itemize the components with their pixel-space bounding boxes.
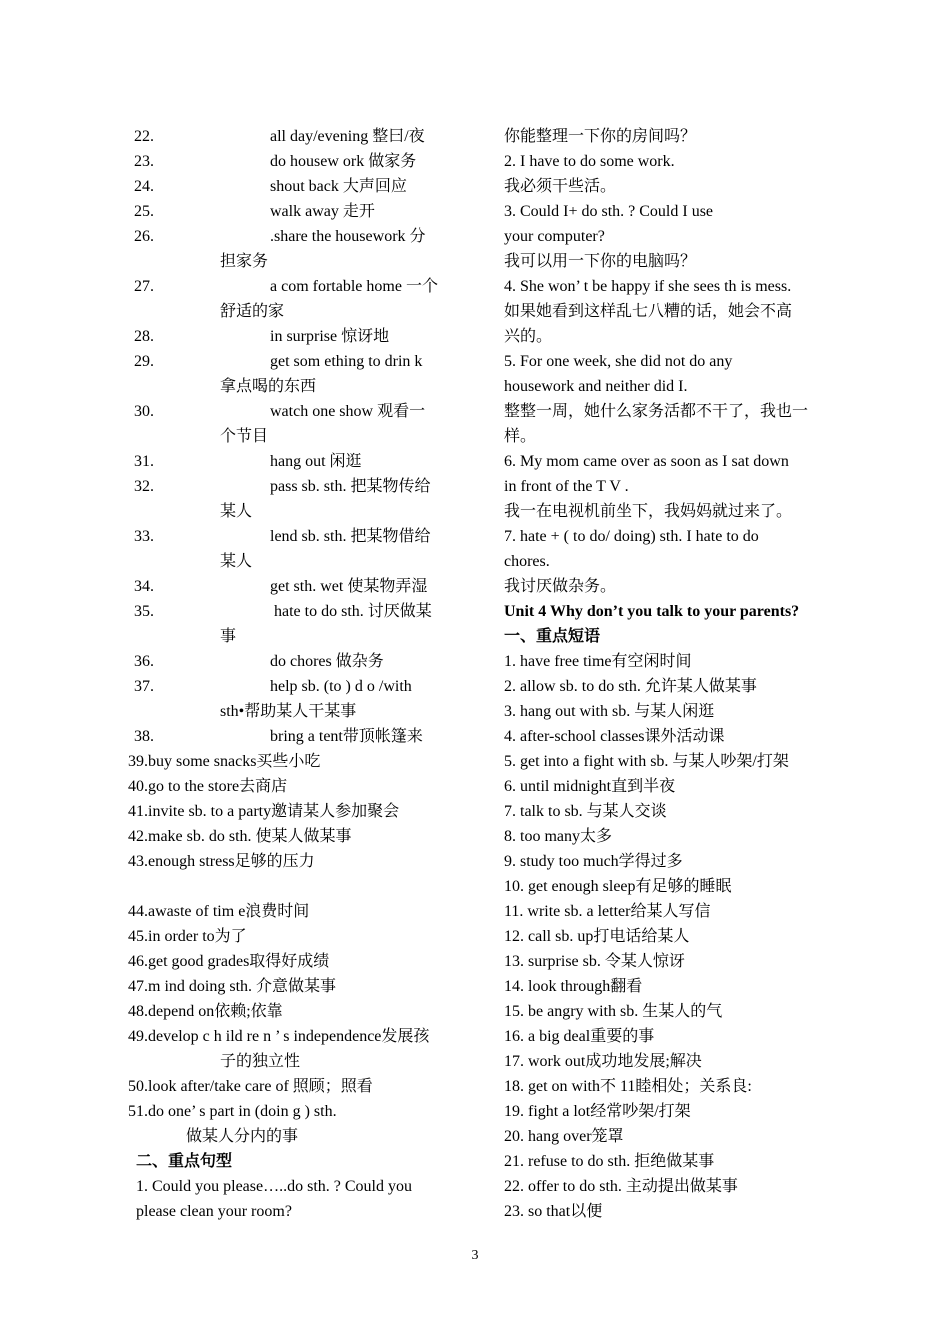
text-line: 我一在电视机前坐下，我妈妈就过来了。 <box>504 503 793 520</box>
item-number: 37. <box>134 678 154 695</box>
text-line: 我讨厌做杂务。 <box>504 578 617 595</box>
item-text: in surprise 惊讶地 <box>270 328 390 345</box>
list-item-continuation: 拿点喝的东西 <box>220 378 317 395</box>
item-number: 38. <box>134 728 154 745</box>
blank-line <box>128 874 458 899</box>
list-item: 8. too many太多 <box>504 828 612 845</box>
list-item <box>128 574 458 599</box>
list-item-continuation: 担家务 <box>220 253 269 270</box>
list-item: 44.awaste of tim e浪费时间 <box>128 903 310 920</box>
list-item: 21. refuse to do sth. 拒绝做某事 <box>504 1153 715 1170</box>
item-number: 35. <box>134 603 154 620</box>
list-item <box>128 349 458 374</box>
text-line: 2. I have to do some work. <box>504 153 675 170</box>
list-item-continuation: 子的独立性 <box>220 1053 301 1070</box>
list-item: 17. work out成功地发展;解决 <box>504 1053 702 1070</box>
list-item-continuation: 事 <box>220 628 237 645</box>
item-text: do housew ork 做家务 <box>270 153 417 170</box>
list-item: 43.enough stress足够的压力 <box>128 853 315 870</box>
list-item: 50.look after/take care of 照顾；照看 <box>128 1078 373 1095</box>
list-item: 49.develop c h ild re n ’ s independence发展孩 <box>128 1028 430 1045</box>
text-line: 我可以用一下你的电脑吗？ <box>504 253 697 270</box>
list-item <box>128 449 458 474</box>
text-line: 3. Could I+ do sth. ? Could I use <box>504 203 714 220</box>
item-number: 34. <box>134 578 154 595</box>
text-line: 4. She won’ t be happy if she sees th is mess. <box>504 278 792 295</box>
list-item <box>128 524 458 549</box>
list-item: 13. surprise sb. 令某人惊讶 <box>504 953 685 970</box>
item-number: 29. <box>134 353 154 370</box>
item-text: help sb. (to ) d o /with <box>270 678 412 695</box>
item-number: 25. <box>134 203 154 220</box>
text-line: 5. For one week, she did not do any <box>504 353 733 370</box>
item-text: do chores 做杂务 <box>270 653 384 670</box>
list-item: 4. after-school classes课外活动课 <box>504 728 725 745</box>
list-item: 20. hang over笼罩 <box>504 1128 624 1145</box>
list-item: 40.go to the store去商店 <box>128 778 288 795</box>
list-item <box>128 149 458 174</box>
list-item <box>128 274 458 299</box>
list-item: 48.depend on依赖;依靠 <box>128 1003 283 1020</box>
page-number: 3 <box>471 1248 479 1263</box>
list-item: 45.in order to为了 <box>128 928 247 945</box>
text-line: housework and neither did I. <box>504 378 688 395</box>
item-text: lend sb. sth. 把某物借给 <box>270 528 431 545</box>
list-item: 14. look through翻看 <box>504 978 643 995</box>
numbered-phrase-list <box>128 124 458 749</box>
list-item-continuation: 个节目 <box>220 428 269 445</box>
text-line: 你能整理一下你的房间吗？ <box>504 128 697 145</box>
item-text: pass sb. sth. 把某物传给 <box>270 478 431 495</box>
list-item: 19. fight a lot经常吵架/打架 <box>504 1103 691 1120</box>
list-item <box>128 324 458 349</box>
list-item-continuation: 舒适的家 <box>220 303 285 320</box>
left-column <box>128 124 458 1224</box>
list-item-continuation: 某人 <box>220 553 253 570</box>
phrase-list-b <box>128 899 458 1049</box>
list-item: 11. write sb. a letter给某人写信 <box>504 903 711 920</box>
item-text: hate to do sth. 讨厌做某 <box>270 603 432 620</box>
item-number: 24. <box>134 178 154 195</box>
text-line: 兴的。 <box>504 328 553 345</box>
unit-heading: Unit 4 Why don’t you talk to your parents? <box>504 603 800 620</box>
text-line: your computer? <box>504 228 605 245</box>
list-item <box>128 174 458 199</box>
section-heading: 二、重点句型 <box>136 1153 233 1170</box>
section-heading: 一、重点短语 <box>504 628 601 645</box>
item-text: .share the housework 分 <box>270 228 426 245</box>
list-item: 22. offer to do sth. 主动提出做某事 <box>504 1178 738 1195</box>
item-number: 31. <box>134 453 154 470</box>
text-line: 7. hate + ( to do/ doing) sth. I hate to do <box>504 528 759 545</box>
text-line: 6. My mom came over as soon as I sat down <box>504 453 789 470</box>
list-item-continuation: 做某人分内的事 <box>186 1128 299 1145</box>
item-number: 27. <box>134 278 154 295</box>
item-text: get sth. wet 使某物弄湿 <box>270 578 428 595</box>
list-item <box>128 724 458 749</box>
sentence-list <box>504 124 834 599</box>
item-text: watch one show 观看一 <box>270 403 426 420</box>
list-item <box>128 199 458 224</box>
list-item: 46.get good grades取得好成绩 <box>128 953 330 970</box>
list-item-continuation: 某人 <box>220 503 253 520</box>
list-item: 18. get on with不 11睦相处；关系良: <box>504 1078 752 1095</box>
item-text: hang out 闲逛 <box>270 453 362 470</box>
list-item <box>128 599 458 624</box>
item-number: 32. <box>134 478 154 495</box>
list-item: 51.do one’ s part in (doin g ) sth. <box>128 1103 337 1120</box>
list-item: 2. allow sb. to do sth. 允许某人做某事 <box>504 678 757 695</box>
list-item-continuation: sth•帮助某人干某事 <box>220 703 357 720</box>
text-line: 如果她看到这样乱七八糟的话，她会不高 <box>504 303 793 320</box>
list-item <box>128 649 458 674</box>
phrase-list-a <box>128 749 458 874</box>
list-item: 9. study too much学得过多 <box>504 853 683 870</box>
list-item <box>128 399 458 424</box>
text-line: 样。 <box>504 428 537 445</box>
list-item: 6. until midnight直到半夜 <box>504 778 676 795</box>
item-number: 23. <box>134 153 154 170</box>
list-item: 12. call sb. up打电话给某人 <box>504 928 690 945</box>
list-item: 16. a big deal重要的事 <box>504 1028 655 1045</box>
sentence-line: 1. Could you please…..do sth. ? Could you <box>136 1178 412 1195</box>
item-text: get som ething to drin k <box>270 353 423 370</box>
list-item: 1. have free time有空闲时间 <box>504 653 692 670</box>
list-item: 7. talk to sb. 与某人交谈 <box>504 803 667 820</box>
list-item <box>128 474 458 499</box>
phrase-list <box>504 649 834 1224</box>
item-text: all day/evening 整曰/夜 <box>270 128 425 145</box>
list-item <box>128 674 458 699</box>
item-text: shout back 大声回应 <box>270 178 407 195</box>
item-number: 33. <box>134 528 154 545</box>
sentence-line: please clean your room? <box>136 1203 292 1220</box>
list-item: 39.buy some snacks买些小吃 <box>128 753 321 770</box>
list-item: 42.make sb. do sth. 使某人做某事 <box>128 828 352 845</box>
list-item: 3. hang out with sb. 与某人闲逛 <box>504 703 715 720</box>
list-item: 41.invite sb. to a party邀请某人参加聚会 <box>128 803 400 820</box>
text-line: 我必须干些活。 <box>504 178 617 195</box>
list-item: 10. get enough sleep有足够的睡眠 <box>504 878 732 895</box>
text-line: chores. <box>504 553 550 570</box>
list-item: 47.m ind doing sth. 介意做某事 <box>128 978 337 995</box>
list-item: 23. so that以便 <box>504 1203 603 1220</box>
item-number: 22. <box>134 128 154 145</box>
text-line: 整整一周，她什么家务活都不干了，我也一 <box>504 403 809 420</box>
right-column <box>504 124 834 1224</box>
list-item: 5. get into a fight with sb. 与某人吵架/打架 <box>504 753 789 770</box>
item-number: 36. <box>134 653 154 670</box>
item-text: bring a tent带顶帐篷来 <box>270 728 423 745</box>
item-number: 26. <box>134 228 154 245</box>
list-item <box>128 124 458 149</box>
item-text: walk away 走开 <box>270 203 375 220</box>
list-item: 15. be angry with sb. 生某人的气 <box>504 1003 723 1020</box>
item-text: a com fortable home 一个 <box>270 278 438 295</box>
list-item <box>128 224 458 249</box>
item-number: 28. <box>134 328 154 345</box>
text-line: in front of the T V . <box>504 478 629 495</box>
item-number: 30. <box>134 403 154 420</box>
